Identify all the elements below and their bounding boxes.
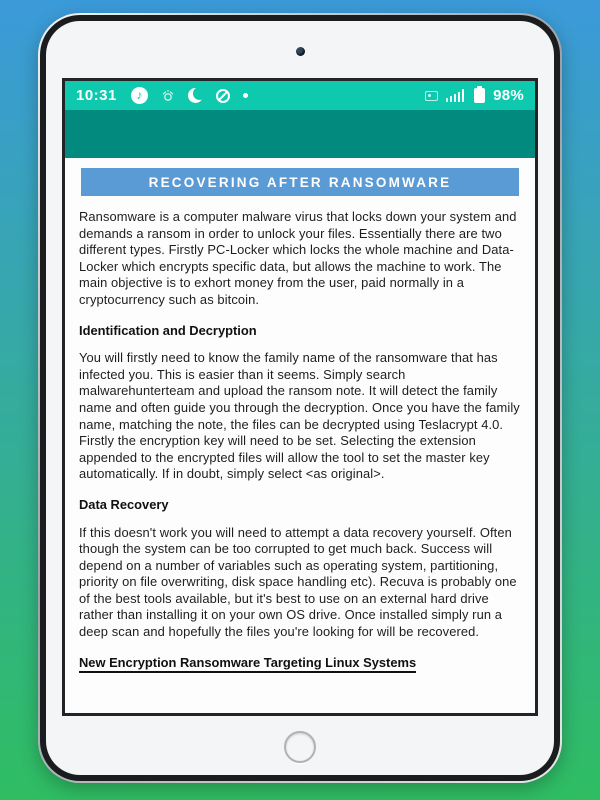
heading-data-recovery: Data Recovery [79,496,169,512]
status-icons-left [131,87,248,104]
battery-icon [474,88,485,103]
heading-identification-decryption: Identification and Decryption [79,322,257,338]
moon-icon [188,88,203,103]
status-time: 10:31 [76,87,117,104]
screenshot-icon [425,91,438,101]
signal-strength-icon [446,89,465,102]
paragraph-data-recovery: If this doesn't work you will need to attempt a data recovery yourself. Often though the system can be too corrupted to get much back. Success will depend on a number of variables such as operating system, partitioning, priority on file overwriting, disk space handling etc). Recuva is probably one of the best tools available, but it's best to use on an external hard drive rather than installing it on your own OS drive. Once installed simply run a deep scan and hopefully the files you're looking for will be recovered. [79,524,517,640]
paragraph-intro: Ransomware is a computer malware virus that locks down your system and demands a ransom in order to unlock your files. Essentially there are two different types. Firstly PC-Locker which locks the whole machine and Data-Locker which encrypts specific data, but allows the machine to work. The main objective is to exhort money from the user, paid normally in a cryptocurrency such as bitcoin. [79,209,517,307]
paragraph-identification: You will firstly need to know the family name of the ransomware that has infected you. This is easier than it seems. Simply search malwarehunterteam and upload the ransom note. It will detect the family name and often guide you through the decryption. Once you have the family name, matching the note, the files can be decrypted using Teslacrypt 4.0. Firstly the encryption key will need to be set. Selecting the extension appended to the encrypted files will allow the tool to set the master key automatically. If in doubt, simply select <as original>. [79,350,520,482]
status-bar[interactable] [65,81,535,110]
document-title-banner: RECOVERING AFTER RANSOMWARE [81,168,519,196]
do-not-disturb-icon [216,89,230,103]
vibrate-icon [161,89,175,103]
heading-linux-ransomware [79,655,521,672]
front-camera [296,47,305,56]
screen [62,78,538,716]
notification-dot-icon [243,93,248,98]
status-icons-right [425,87,524,104]
heading-linux-ransomware-text: New Encryption Ransomware Targeting Linux Systems [79,655,416,673]
app-toolbar [65,110,535,158]
home-button[interactable] [284,731,316,763]
music-note-icon: ♪ [131,87,148,104]
battery-percent: 98% [493,87,524,104]
document-view[interactable] [65,158,535,713]
